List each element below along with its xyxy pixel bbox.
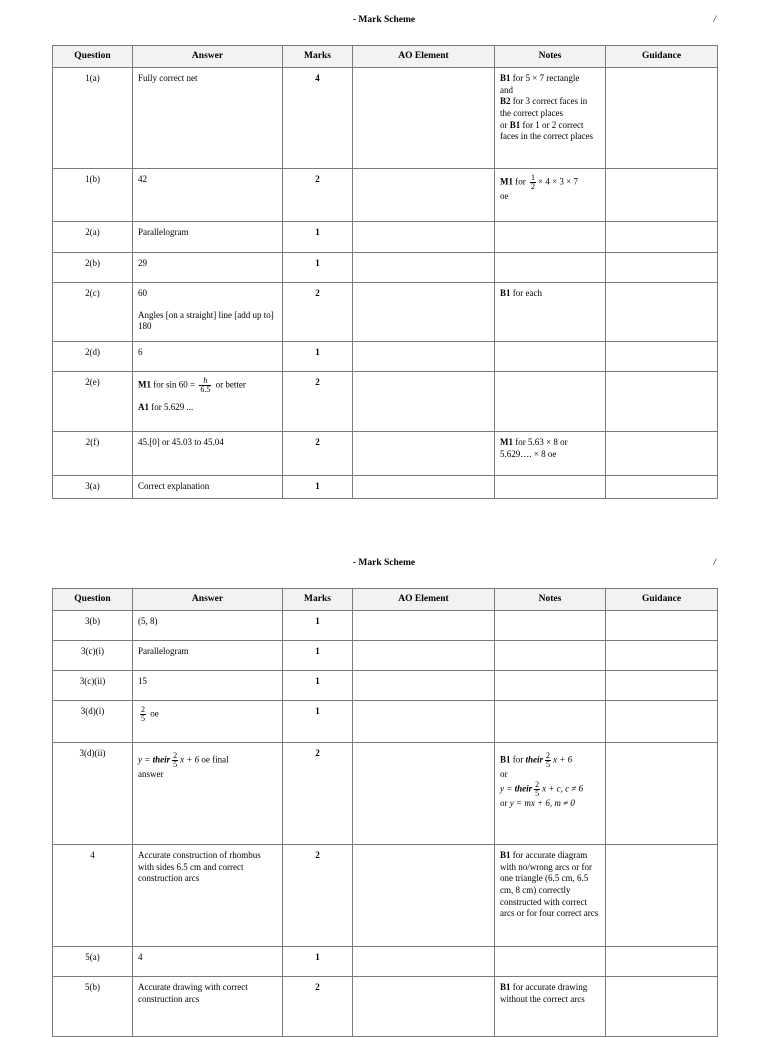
marks-cell: 2 xyxy=(283,169,353,222)
ao-cell xyxy=(353,947,495,977)
answer-cell: 42 xyxy=(133,169,283,222)
note-text: y = xyxy=(500,783,515,794)
header-marks: Marks xyxy=(283,589,353,611)
notes-cell xyxy=(495,641,606,671)
fraction-denominator: 5 xyxy=(173,760,178,769)
notes-cell xyxy=(495,671,606,701)
guidance-cell xyxy=(606,342,718,372)
answer-text: or better xyxy=(213,379,246,390)
guidance-cell xyxy=(606,169,718,222)
answer-cell xyxy=(133,283,283,342)
question-cell: 2(c) xyxy=(53,283,133,342)
note-text: oe xyxy=(500,191,509,201)
guidance-cell xyxy=(606,845,718,947)
notes-cell xyxy=(495,342,606,372)
header-guidance: Guidance xyxy=(606,46,718,68)
answer-cell: 15 xyxy=(133,671,283,701)
header-marks: Marks xyxy=(283,46,353,68)
table-row xyxy=(53,845,718,947)
table-row xyxy=(53,342,718,372)
ao-cell xyxy=(353,845,495,947)
notes-cell xyxy=(495,372,606,432)
marks-cell: 2 xyxy=(283,372,353,432)
mark-code: M1 xyxy=(138,379,151,390)
header-ao-element: AO Element xyxy=(353,46,495,68)
fraction-denominator: 5 xyxy=(535,788,540,798)
marks-cell: 2 xyxy=(283,977,353,1037)
table-row xyxy=(53,743,718,845)
fraction-numerator: 2 xyxy=(535,779,540,789)
mark-code: M1 xyxy=(500,176,513,187)
note-text: for 3 correct faces in the correct places xyxy=(500,96,588,119)
answer-cell: 6 xyxy=(133,342,283,372)
answer-text: for xyxy=(151,379,166,390)
notes-cell xyxy=(495,283,606,342)
guidance-cell xyxy=(606,476,718,499)
answer-cell: Accurate construction of rhombus with sides 6.5 cm and correct construction arcs xyxy=(133,845,283,947)
answer-cell: (5, 8) xyxy=(133,611,283,641)
note-text: for accurate diagram with no/wrong arcs or for one triangle (6.5 cm, 6.5 cm, 8 cm) correctly constructed with correct arcs or for four correct arcs xyxy=(500,850,599,919)
note-text: for xyxy=(510,754,526,765)
page-header xyxy=(0,558,768,572)
table-row xyxy=(53,169,718,222)
answer-cell: Parallelogram xyxy=(133,222,283,253)
header-row xyxy=(53,589,718,611)
mark-code: B1 xyxy=(500,754,511,765)
guidance-cell xyxy=(606,68,718,169)
guidance-cell xyxy=(606,283,718,342)
question-cell: 3(c)(ii) xyxy=(53,671,133,701)
answer-cell xyxy=(133,743,283,845)
header-guidance: Guidance xyxy=(606,589,718,611)
answer-cell: 45.[0] or 45.03 to 45.04 xyxy=(133,432,283,476)
fraction-denominator: 5 xyxy=(141,714,145,723)
question-cell: 2(d) xyxy=(53,342,133,372)
answer-text: their xyxy=(152,754,171,765)
ao-cell xyxy=(353,611,495,641)
mark-code: B1 xyxy=(509,119,521,130)
note-text: or xyxy=(500,769,508,779)
mark-code: B1 xyxy=(500,288,511,298)
notes-cell xyxy=(495,169,606,222)
ao-cell xyxy=(353,701,495,743)
ao-cell xyxy=(353,68,495,169)
note-text: for each xyxy=(510,288,542,298)
answer-text: sin 60 = xyxy=(166,379,198,390)
ao-cell xyxy=(353,743,495,845)
mark-code: B1 xyxy=(500,982,511,992)
fraction-denominator: 5 xyxy=(546,760,551,769)
notes-cell xyxy=(495,701,606,743)
notes-cell xyxy=(495,611,606,641)
question-cell: 3(b) xyxy=(53,611,133,641)
header-ao-element: AO Element xyxy=(353,589,495,611)
note-text: y = mx + 6, m ≠ 0 xyxy=(509,797,575,808)
header-notes: Notes xyxy=(495,46,606,68)
notes-cell xyxy=(495,222,606,253)
note-text: x + c, c ≠ 6 xyxy=(542,783,584,794)
ao-cell xyxy=(353,671,495,701)
marks-cell: 1 xyxy=(283,671,353,701)
guidance-cell xyxy=(606,671,718,701)
answer-cell: Fully correct net xyxy=(133,68,283,169)
fraction-numerator: 2 xyxy=(141,705,145,714)
table-row xyxy=(53,701,718,743)
answer-text: answer xyxy=(138,769,164,779)
question-cell: 3(c)(i) xyxy=(53,641,133,671)
question-cell: 4 xyxy=(53,845,133,947)
question-cell: 5(a) xyxy=(53,947,133,977)
fraction xyxy=(530,174,536,191)
guidance-cell xyxy=(606,372,718,432)
guidance-cell xyxy=(606,253,718,283)
table-row xyxy=(53,222,718,253)
mark-scheme-table xyxy=(52,588,718,1037)
notes-cell xyxy=(495,253,606,283)
header-row xyxy=(53,46,718,68)
fraction xyxy=(172,752,178,769)
ao-cell xyxy=(353,222,495,253)
note-text: for 1 or 2 correct faces in the correct places xyxy=(500,119,593,142)
guidance-cell xyxy=(606,222,718,253)
note-text: for xyxy=(513,176,528,187)
answer-cell xyxy=(133,701,283,743)
ao-cell xyxy=(353,253,495,283)
fraction-numerator: 1 xyxy=(531,173,535,182)
ao-cell xyxy=(353,169,495,222)
marks-cell: 1 xyxy=(283,253,353,283)
question-cell: 1(a) xyxy=(53,68,133,169)
question-cell: 3(d)(ii) xyxy=(53,743,133,845)
fraction xyxy=(140,706,146,723)
fraction-denominator: 2 xyxy=(531,182,535,191)
mark-code: B2 xyxy=(500,96,511,107)
guidance-cell xyxy=(606,432,718,476)
notes-cell xyxy=(495,947,606,977)
notes-cell xyxy=(495,476,606,499)
note-text: and xyxy=(500,84,513,95)
answer-cell: 4 xyxy=(133,947,283,977)
guidance-cell xyxy=(606,743,718,845)
mark-code: M1 xyxy=(500,437,513,447)
table-row xyxy=(53,641,718,671)
guidance-cell xyxy=(606,641,718,671)
answer-cell: Correct explanation xyxy=(133,476,283,499)
answer-text: x + 6 xyxy=(180,754,200,765)
marks-cell: 1 xyxy=(283,947,353,977)
table-row xyxy=(53,611,718,641)
question-cell: 2(e) xyxy=(53,372,133,432)
note-text: or xyxy=(500,119,510,130)
marks-cell: 1 xyxy=(283,476,353,499)
notes-cell xyxy=(495,845,606,947)
table-row xyxy=(53,283,718,342)
table-row xyxy=(53,432,718,476)
answer-text: y = xyxy=(138,754,153,765)
table-row xyxy=(53,476,718,499)
header-question: Question xyxy=(53,46,133,68)
answer-text: oe final xyxy=(199,754,229,765)
ao-cell xyxy=(353,476,495,499)
fraction-denominator: 6.5 xyxy=(200,385,211,394)
marks-cell: 2 xyxy=(283,743,353,845)
marks-cell: 1 xyxy=(283,701,353,743)
page-mark: / xyxy=(713,558,716,568)
question-cell: 2(a) xyxy=(53,222,133,253)
header-notes: Notes xyxy=(495,589,606,611)
answer-cell: 29 xyxy=(133,253,283,283)
marks-cell: 1 xyxy=(283,611,353,641)
table-row xyxy=(53,977,718,1037)
mark-code: B1 xyxy=(500,73,511,83)
answer-text: Angles [on a straight] line [add up to] 180 xyxy=(138,309,274,332)
table-row xyxy=(53,947,718,977)
note-text: for 5.63 × 8 or 5.629…. × 8 oe xyxy=(500,437,568,459)
mark-code: B1 xyxy=(500,850,511,860)
fraction xyxy=(545,752,551,769)
answer-cell: Accurate drawing with correct construction arcs xyxy=(133,977,283,1037)
answer-cell: Parallelogram xyxy=(133,641,283,671)
question-cell: 2(b) xyxy=(53,253,133,283)
page-title: - Mark Scheme xyxy=(352,15,416,25)
table-row xyxy=(53,253,718,283)
guidance-cell xyxy=(606,947,718,977)
mark-code: A1 xyxy=(138,402,149,412)
marks-cell: 2 xyxy=(283,845,353,947)
answer-text: 60 xyxy=(138,288,147,298)
marks-cell: 1 xyxy=(283,222,353,253)
marks-cell: 2 xyxy=(283,432,353,476)
page-header xyxy=(0,15,768,29)
note-text: x + 6 xyxy=(553,754,573,765)
header-question: Question xyxy=(53,589,133,611)
answer-text: for 5.629 ... xyxy=(149,402,194,412)
marks-cell: 4 xyxy=(283,68,353,169)
ao-cell xyxy=(353,432,495,476)
question-cell: 5(b) xyxy=(53,977,133,1037)
notes-cell xyxy=(495,68,606,169)
mark-scheme-table xyxy=(52,45,718,499)
page-mark: / xyxy=(713,15,716,25)
ao-cell xyxy=(353,372,495,432)
notes-cell xyxy=(495,432,606,476)
question-cell: 3(d)(i) xyxy=(53,701,133,743)
table-row xyxy=(53,372,718,432)
ao-cell xyxy=(353,641,495,671)
note-text: or xyxy=(500,797,510,808)
table-row xyxy=(53,671,718,701)
ao-cell xyxy=(353,342,495,372)
fraction-numerator: 2 xyxy=(546,751,551,760)
question-cell: 1(b) xyxy=(53,169,133,222)
marks-cell: 2 xyxy=(283,283,353,342)
guidance-cell xyxy=(606,977,718,1037)
page-title: - Mark Scheme xyxy=(352,558,416,568)
fraction-numerator: h xyxy=(203,376,208,385)
answer-cell xyxy=(133,372,283,432)
question-cell: 3(a) xyxy=(53,476,133,499)
header-answer: Answer xyxy=(133,46,283,68)
answer-text: oe xyxy=(148,708,159,719)
guidance-cell xyxy=(606,701,718,743)
notes-cell xyxy=(495,743,606,845)
note-text: for accurate drawing without the correct arcs xyxy=(500,982,588,1004)
header-answer: Answer xyxy=(133,589,283,611)
marks-cell: 1 xyxy=(283,641,353,671)
notes-cell xyxy=(495,977,606,1037)
guidance-cell xyxy=(606,611,718,641)
ao-cell xyxy=(353,283,495,342)
note-text: for 5 × 7 rectangle xyxy=(510,73,580,83)
marks-cell: 1 xyxy=(283,342,353,372)
ao-cell xyxy=(353,977,495,1037)
fraction xyxy=(534,781,540,798)
note-text: × 4 × 3 × 7 xyxy=(538,176,578,187)
table-row xyxy=(53,68,718,169)
note-text: their xyxy=(514,783,533,794)
question-cell: 2(f) xyxy=(53,432,133,476)
fraction xyxy=(199,377,211,394)
note-text: their xyxy=(525,754,544,765)
fraction-numerator: 2 xyxy=(173,751,178,760)
